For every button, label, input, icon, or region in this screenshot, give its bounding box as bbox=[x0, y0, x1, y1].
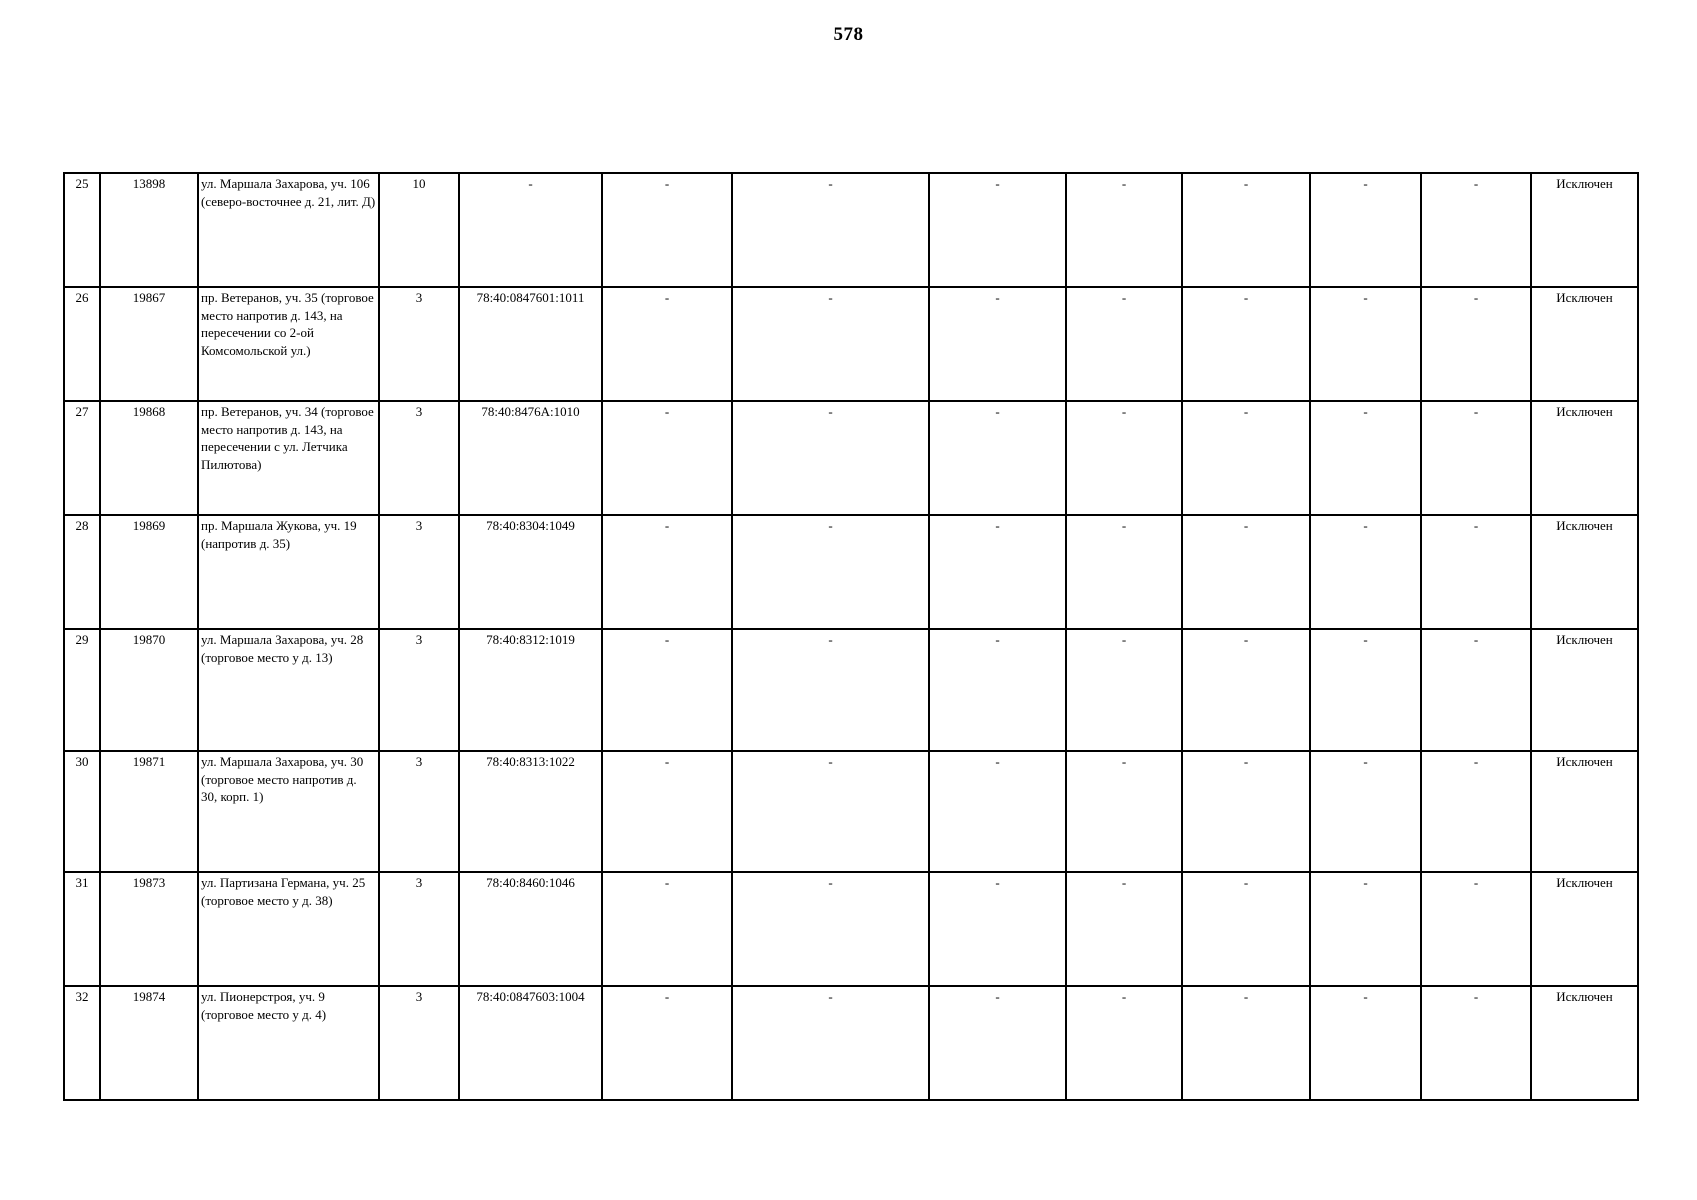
column-9-cell: - bbox=[1066, 401, 1182, 515]
row-number: 26 bbox=[64, 287, 100, 401]
table-row bbox=[64, 173, 1638, 287]
column-6-cell: - bbox=[602, 872, 732, 986]
column-10-cell: - bbox=[1182, 986, 1310, 1100]
column-12-cell: - bbox=[1421, 629, 1531, 751]
table-row bbox=[64, 986, 1638, 1100]
cadastral-cell: 78:40:8476А:1010 bbox=[459, 401, 602, 515]
cadastral-cell: 78:40:8312:1019 bbox=[459, 629, 602, 751]
column-8-cell: - bbox=[929, 751, 1066, 872]
column-11-cell: - bbox=[1310, 872, 1421, 986]
address-cell: ул. Маршала Захарова, уч. 30 (торговое место напротив д. 30, корп. 1) bbox=[198, 751, 379, 872]
column-12-cell: - bbox=[1421, 751, 1531, 872]
table-row bbox=[64, 515, 1638, 629]
cadastral-cell: 78:40:0847603:1004 bbox=[459, 986, 602, 1100]
column-10-cell: - bbox=[1182, 401, 1310, 515]
status-cell: Исключен bbox=[1531, 872, 1638, 986]
column-11-cell: - bbox=[1310, 629, 1421, 751]
column-7-cell: - bbox=[732, 173, 929, 287]
column-7-cell: - bbox=[732, 629, 929, 751]
column-6-cell: - bbox=[602, 401, 732, 515]
column-6-cell: - bbox=[602, 173, 732, 287]
object-id: 19869 bbox=[100, 515, 198, 629]
table-row bbox=[64, 751, 1638, 872]
row-number: 29 bbox=[64, 629, 100, 751]
column-12-cell: - bbox=[1421, 287, 1531, 401]
quantity-cell: 3 bbox=[379, 872, 459, 986]
quantity-cell: 3 bbox=[379, 515, 459, 629]
status-cell: Исключен bbox=[1531, 515, 1638, 629]
page-number: 578 bbox=[833, 24, 864, 45]
cadastral-cell: 78:40:0847601:1011 bbox=[459, 287, 602, 401]
address-cell: ул. Маршала Захарова, уч. 28 (торговое место у д. 13) bbox=[198, 629, 379, 751]
column-12-cell: - bbox=[1421, 986, 1531, 1100]
column-7-cell: - bbox=[732, 515, 929, 629]
column-9-cell: - bbox=[1066, 515, 1182, 629]
address-cell: пр. Ветеранов, уч. 34 (торговое место напротив д. 143, на пересечении с ул. Летчика Пилютова) bbox=[198, 401, 379, 515]
quantity-cell: 10 bbox=[379, 173, 459, 287]
quantity-cell: 3 bbox=[379, 986, 459, 1100]
column-12-cell: - bbox=[1421, 515, 1531, 629]
column-11-cell: - bbox=[1310, 515, 1421, 629]
row-number: 28 bbox=[64, 515, 100, 629]
object-id: 19868 bbox=[100, 401, 198, 515]
status-cell: Исключен bbox=[1531, 401, 1638, 515]
table-row bbox=[64, 287, 1638, 401]
column-6-cell: - bbox=[602, 751, 732, 872]
row-number: 27 bbox=[64, 401, 100, 515]
cadastral-cell: 78:40:8304:1049 bbox=[459, 515, 602, 629]
registry-table bbox=[63, 172, 1639, 1101]
status-cell: Исключен bbox=[1531, 986, 1638, 1100]
column-11-cell: - bbox=[1310, 751, 1421, 872]
row-number: 31 bbox=[64, 872, 100, 986]
column-6-cell: - bbox=[602, 986, 732, 1100]
status-cell: Исключен bbox=[1531, 629, 1638, 751]
column-7-cell: - bbox=[732, 986, 929, 1100]
column-8-cell: - bbox=[929, 287, 1066, 401]
column-9-cell: - bbox=[1066, 287, 1182, 401]
status-cell: Исключен bbox=[1531, 173, 1638, 287]
column-10-cell: - bbox=[1182, 751, 1310, 872]
column-6-cell: - bbox=[602, 515, 732, 629]
column-11-cell: - bbox=[1310, 986, 1421, 1100]
table-row bbox=[64, 401, 1638, 515]
column-11-cell: - bbox=[1310, 287, 1421, 401]
address-cell: ул. Пионерстроя, уч. 9 (торговое место у д. 4) bbox=[198, 986, 379, 1100]
object-id: 19867 bbox=[100, 287, 198, 401]
row-number: 25 bbox=[64, 173, 100, 287]
column-9-cell: - bbox=[1066, 751, 1182, 872]
object-id: 19871 bbox=[100, 751, 198, 872]
address-cell: ул. Маршала Захарова, уч. 106 (северо-восточнее д. 21, лит. Д) bbox=[198, 173, 379, 287]
object-id: 19873 bbox=[100, 872, 198, 986]
column-7-cell: - bbox=[732, 751, 929, 872]
address-cell: ул. Партизана Германа, уч. 25 (торговое место у д. 38) bbox=[198, 872, 379, 986]
column-8-cell: - bbox=[929, 986, 1066, 1100]
cadastral-cell: 78:40:8460:1046 bbox=[459, 872, 602, 986]
object-id: 13898 bbox=[100, 173, 198, 287]
column-7-cell: - bbox=[732, 287, 929, 401]
column-8-cell: - bbox=[929, 629, 1066, 751]
column-10-cell: - bbox=[1182, 287, 1310, 401]
column-9-cell: - bbox=[1066, 986, 1182, 1100]
column-7-cell: - bbox=[732, 401, 929, 515]
column-6-cell: - bbox=[602, 287, 732, 401]
column-10-cell: - bbox=[1182, 872, 1310, 986]
cadastral-cell: 78:40:8313:1022 bbox=[459, 751, 602, 872]
column-9-cell: - bbox=[1066, 629, 1182, 751]
column-12-cell: - bbox=[1421, 872, 1531, 986]
column-11-cell: - bbox=[1310, 173, 1421, 287]
column-8-cell: - bbox=[929, 872, 1066, 986]
row-number: 30 bbox=[64, 751, 100, 872]
column-6-cell: - bbox=[602, 629, 732, 751]
table-row bbox=[64, 872, 1638, 986]
quantity-cell: 3 bbox=[379, 751, 459, 872]
address-cell: пр. Ветеранов, уч. 35 (торговое место напротив д. 143, на пересечении со 2-ой Комсомольской ул.) bbox=[198, 287, 379, 401]
status-cell: Исключен bbox=[1531, 287, 1638, 401]
quantity-cell: 3 bbox=[379, 287, 459, 401]
object-id: 19874 bbox=[100, 986, 198, 1100]
quantity-cell: 3 bbox=[379, 629, 459, 751]
column-11-cell: - bbox=[1310, 401, 1421, 515]
column-9-cell: - bbox=[1066, 872, 1182, 986]
column-12-cell: - bbox=[1421, 173, 1531, 287]
column-10-cell: - bbox=[1182, 173, 1310, 287]
column-8-cell: - bbox=[929, 515, 1066, 629]
column-12-cell: - bbox=[1421, 401, 1531, 515]
object-id: 19870 bbox=[100, 629, 198, 751]
cadastral-cell: - bbox=[459, 173, 602, 287]
column-10-cell: - bbox=[1182, 515, 1310, 629]
status-cell: Исключен bbox=[1531, 751, 1638, 872]
quantity-cell: 3 bbox=[379, 401, 459, 515]
address-cell: пр. Маршала Жукова, уч. 19 (напротив д. 35) bbox=[198, 515, 379, 629]
column-7-cell: - bbox=[732, 872, 929, 986]
column-8-cell: - bbox=[929, 401, 1066, 515]
column-8-cell: - bbox=[929, 173, 1066, 287]
column-9-cell: - bbox=[1066, 173, 1182, 287]
column-10-cell: - bbox=[1182, 629, 1310, 751]
row-number: 32 bbox=[64, 986, 100, 1100]
table-row bbox=[64, 629, 1638, 751]
